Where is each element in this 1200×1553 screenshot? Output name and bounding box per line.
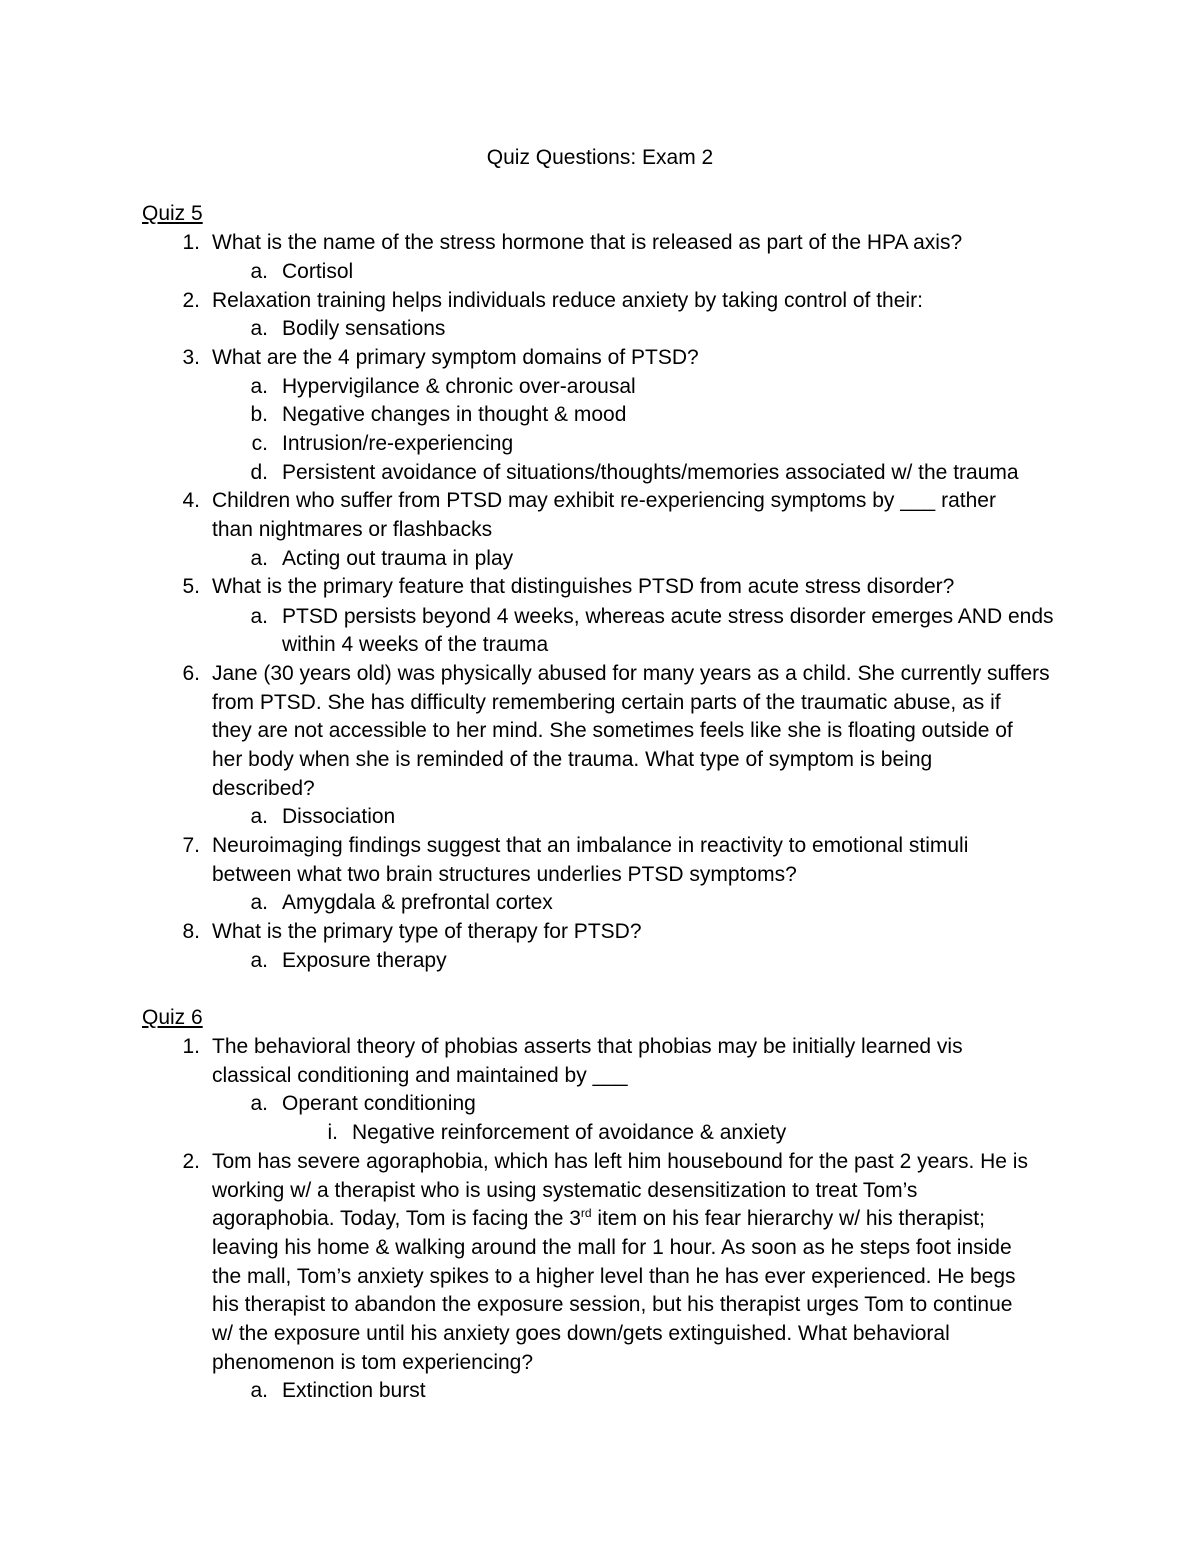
- question-number: 1.: [182, 1035, 200, 1058]
- question-number: 2.: [182, 289, 200, 312]
- question-number: 5.: [182, 575, 200, 598]
- question-text: than nightmares or flashbacks: [212, 518, 493, 541]
- question-text: The behavioral theory of phobias asserts that phobias may be initially learned vis: [212, 1035, 963, 1058]
- answer-text: Amygdala & prefrontal cortex: [282, 891, 553, 914]
- question-text: leaving his home & walking around the mall for 1 hour. As soon as he steps foot inside: [212, 1236, 1012, 1259]
- answer-text: Persistent avoidance of situations/thoughts/memories associated w/ the trauma: [282, 461, 1019, 484]
- answer-text: Acting out trauma in play: [282, 547, 514, 570]
- answer-label: a.: [250, 375, 268, 398]
- answer-text: Bodily sensations: [282, 317, 446, 340]
- sub-answer-text: Negative reinforcement of avoidance & anxiety: [352, 1121, 787, 1144]
- answer-text: Cortisol: [282, 260, 354, 283]
- answer-label: d.: [250, 461, 268, 484]
- question-text: What is the primary feature that distinguishes PTSD from acute stress disorder?: [212, 575, 955, 598]
- ordinal-superscript: rd: [580, 1206, 592, 1220]
- answer-text: Intrusion/re-experiencing: [282, 432, 514, 455]
- question-text: from PTSD. She has difficulty remembering certain parts of the traumatic abuse, as if: [212, 691, 1001, 714]
- answer-label: b.: [250, 403, 268, 426]
- sub-answer-label: i.: [327, 1121, 338, 1144]
- question-text: the mall, Tom’s anxiety spikes to a higher level than he has ever experienced. He begs: [212, 1265, 1016, 1288]
- answer-text: within 4 weeks of the trauma: [282, 633, 549, 656]
- answer-label: c.: [251, 432, 268, 455]
- question-text: What are the 4 primary symptom domains of PTSD?: [212, 346, 699, 369]
- question-number: 4.: [182, 489, 200, 512]
- answer-text: PTSD persists beyond 4 weeks, whereas acute stress disorder emerges AND ends: [282, 605, 1054, 628]
- question-text: described?: [212, 777, 315, 800]
- question-text: they are not accessible to her mind. She sometimes feels like she is floating outside of: [212, 719, 1013, 742]
- answer-label: a.: [250, 1379, 268, 1402]
- answer-label: a.: [250, 891, 268, 914]
- question-text-part: item on his fear hierarchy w/ his therapist;: [591, 1207, 985, 1230]
- answer-label: a.: [250, 805, 268, 828]
- question-text: What is the name of the stress hormone that is released as part of the HPA axis?: [212, 231, 963, 254]
- answer-text: Negative changes in thought & mood: [282, 403, 627, 426]
- question-number: 6.: [182, 662, 200, 685]
- question-text: Children who suffer from PTSD may exhibit re-experiencing symptoms by ___ rather: [212, 489, 996, 512]
- answer-text: Exposure therapy: [282, 949, 447, 972]
- question-text-part: agoraphobia. Today, Tom is facing the 3: [212, 1207, 581, 1230]
- answer-label: a.: [250, 317, 268, 340]
- answer-text: Dissociation: [282, 805, 396, 828]
- answer-text: Operant conditioning: [282, 1092, 476, 1115]
- question-number: 2.: [182, 1150, 200, 1173]
- question-text: between what two brain structures underlies PTSD symptoms?: [212, 863, 797, 886]
- page-title: Quiz Questions: Exam 2: [486, 146, 714, 169]
- answer-label: a.: [250, 1092, 268, 1115]
- question-text: classical conditioning and maintained by ___: [212, 1064, 628, 1087]
- answer-label: a.: [250, 260, 268, 283]
- question-text: Neuroimaging findings suggest that an imbalance in reactivity to emotional stimuli: [212, 834, 969, 857]
- answer-label: a.: [250, 547, 268, 570]
- answer-text: Extinction burst: [282, 1379, 426, 1402]
- question-text: phenomenon is tom experiencing?: [212, 1351, 534, 1374]
- question-text: Relaxation training helps individuals reduce anxiety by taking control of their:: [212, 289, 923, 312]
- quiz5-heading: Quiz 5: [142, 202, 203, 225]
- question-number: 7.: [182, 834, 200, 857]
- question-text: [212, 1205, 985, 1233]
- question-text: her body when she is reminded of the trauma. What type of symptom is being: [212, 748, 933, 771]
- question-text: What is the primary type of therapy for PTSD?: [212, 920, 642, 943]
- answer-label: a.: [250, 949, 268, 972]
- question-text: Tom has severe agoraphobia, which has left him housebound for the past 2 years. He is: [212, 1150, 1028, 1173]
- answer-text: Hypervigilance & chronic over-arousal: [282, 375, 636, 398]
- question-text: w/ the exposure until his anxiety goes down/gets extinguished. What behavioral: [212, 1322, 950, 1345]
- question-text: working w/ a therapist who is using systematic desensitization to treat Tom’s: [212, 1179, 918, 1202]
- quiz6-heading: Quiz 6: [142, 1006, 203, 1029]
- question-text: Jane (30 years old) was physically abused for many years as a child. She currently suffers: [212, 662, 1050, 685]
- question-number: 8.: [182, 920, 200, 943]
- question-number: 3.: [182, 346, 200, 369]
- question-text: his therapist to abandon the exposure session, but his therapist urges Tom to continue: [212, 1293, 1013, 1316]
- answer-label: a.: [250, 605, 268, 628]
- question-number: 1.: [182, 231, 200, 254]
